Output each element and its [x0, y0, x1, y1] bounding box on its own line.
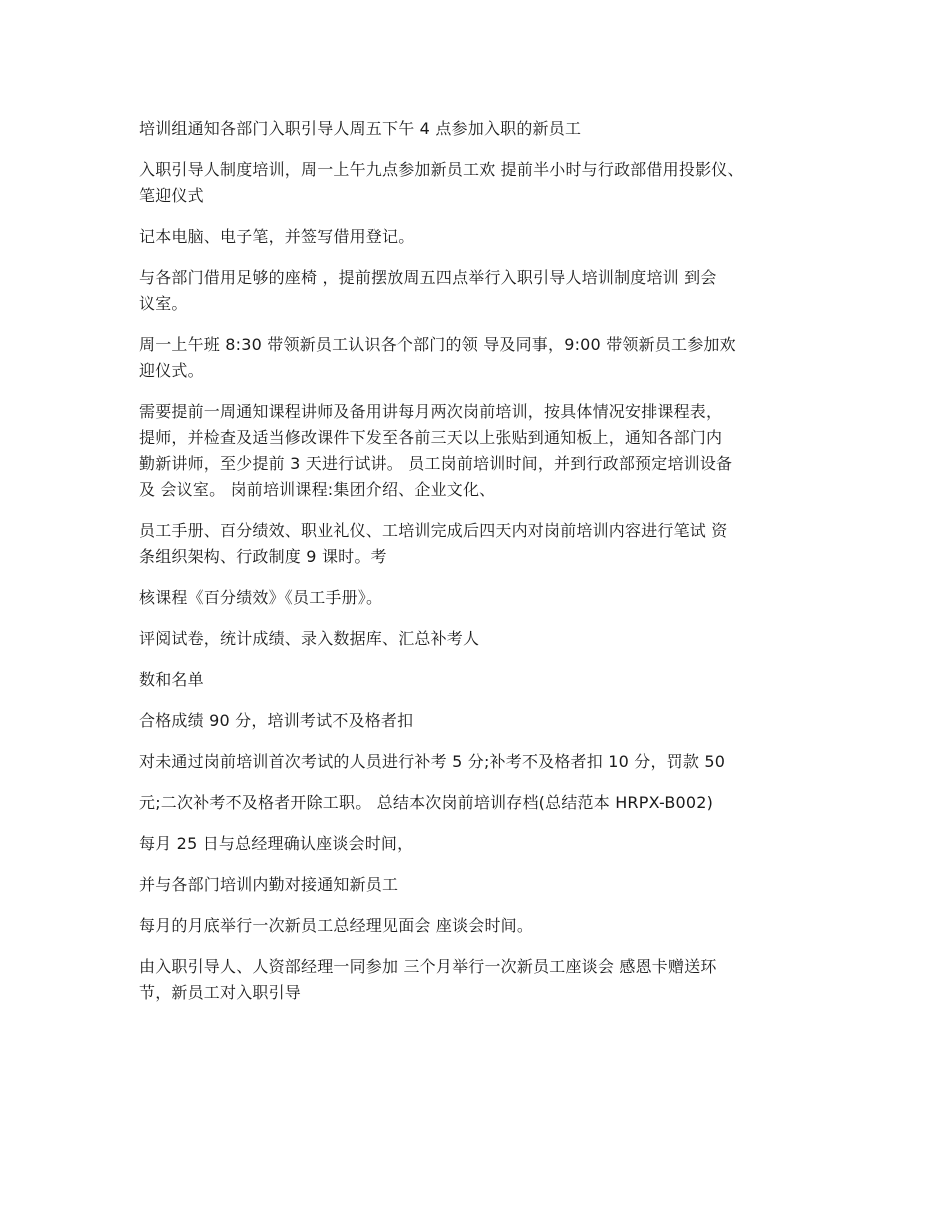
text-line: 笔迎仪式 [139, 186, 204, 205]
text-line: 元;二次补考不及格者开除工职。 总结本次岗前培训存档(总结范本 HRPX-B002) [139, 793, 714, 812]
paragraph [139, 667, 819, 693]
paragraph [139, 954, 819, 1006]
text-line: 数和名单 [139, 670, 204, 689]
paragraph [139, 626, 819, 652]
text-line: 记本电脑、电子笔，并签写借用登记。 [139, 227, 415, 246]
document-body [139, 116, 819, 1021]
paragraph [139, 332, 819, 384]
paragraph [139, 265, 819, 317]
paragraph [139, 399, 819, 503]
text-line: 并与各部门培训内勤对接通知新员工 [139, 875, 399, 894]
text-line: 合格成绩 90 分，培训考试不及格者扣 [139, 711, 414, 730]
paragraph [139, 585, 819, 611]
paragraph [139, 157, 819, 209]
text-line: 迎仪式。 [139, 361, 204, 380]
text-line: 周一上午班 8:30 带领新员工认识各个部门的领 导及同事，9:00 带领新员工参加欢 [139, 335, 736, 354]
text-line: 条组织架构、行政制度 9 课时。考 [139, 547, 387, 566]
text-line: 每月的月底举行一次新员工总经理见面会 座谈会时间。 [139, 916, 534, 935]
text-line: 员工手册、百分绩效、职业礼仪、工培训完成后四天内对岗前培训内容进行笔试 资 [139, 521, 728, 540]
text-line: 提师，并检查及适当修改课件下发至各前三天以上张贴到通知板上，通知各部门内 [139, 428, 723, 447]
text-line: 每月 25 日与总经理确认座谈会时间， [139, 834, 414, 853]
paragraph [139, 224, 819, 250]
paragraph [139, 790, 819, 816]
paragraph [139, 518, 819, 570]
paragraph [139, 116, 819, 142]
text-line: 与各部门借用足够的座椅 ，提前摆放周五四点举行入职引导人培训制度培训 到会 [139, 268, 717, 287]
paragraph [139, 913, 819, 939]
paragraph [139, 708, 819, 734]
paragraph [139, 749, 819, 775]
text-line: 节，新员工对入职引导 [139, 983, 302, 1002]
paragraph [139, 831, 819, 857]
text-line: 勤新讲师，至少提前 3 天进行试讲。 员工岗前培训时间，并到行政部预定培训设备 [139, 454, 733, 473]
text-line: 对未通过岗前培训首次考试的人员进行补考 5 分;补考不及格者扣 10 分，罚款 50 [139, 752, 726, 771]
text-line: 由入职引导人、人资部经理一同参加 三个月举行一次新员工座谈会 感恩卡赠送环 [139, 957, 717, 976]
text-line: 培训组通知各部门入职引导人周五下午 4 点参加入职的新员工 [139, 119, 582, 138]
text-line: 核课程《百分绩效》《员工手册》。 [139, 588, 383, 607]
text-line: 评阅试卷，统计成绩、录入数据库、汇总补考人 [139, 629, 480, 648]
text-line: 入职引导人制度培训，周一上午九点参加新员工欢 提前半小时与行政部借用投影仪、 [139, 160, 744, 179]
paragraph [139, 872, 819, 898]
text-line: 议室。 [139, 294, 188, 313]
text-line: 需要提前一周通知课程讲师及备用讲每月两次岗前培训，按具体情况安排课程表， [139, 402, 723, 421]
text-line: 及 会议室。 岗前培训课程:集团介绍、企业文化、 [139, 480, 496, 499]
